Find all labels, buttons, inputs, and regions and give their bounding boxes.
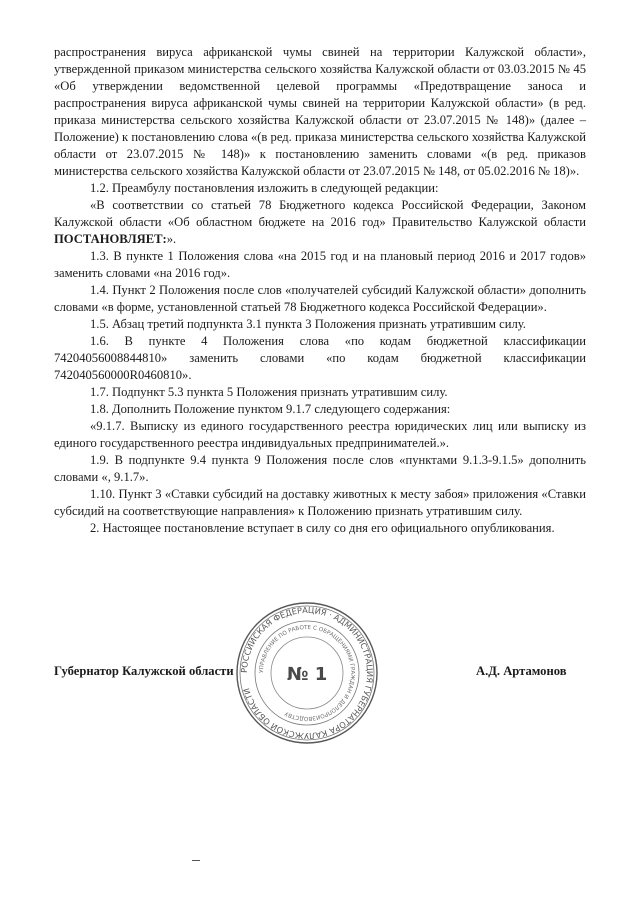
paragraph-1-4: 1.4. Пункт 2 Положения после слов «получателей субсидий Калужской области» дополнить словами «в форме, установленной статьей 78 Бюджетного кодекса Российской Федерации». xyxy=(54,283,586,314)
signature-position: Губернатор Калужской области xyxy=(54,664,234,678)
seal-inner-text: УПРАВЛЕНИЕ ПО РАБОТЕ С ОБРАЩЕНИЯМИ ГРАЖДАН И ДЕЛОПРОИЗВОДСТВУ xyxy=(258,624,356,722)
paragraph-9-1-7: «9.1.7. Выписку из единого государственного реестра юридических лиц или выписку из единого государственного реестра индивидуальных предпринимателей.». xyxy=(54,419,586,450)
document-body xyxy=(54,44,586,537)
paragraph-continuation: распространения вируса африканской чумы свиней на территории Калужской области», утвержденной приказом министерства сельского хозяйства Калужской области от 03.03.2015 № 45 «Об утверждении ведомственной целевой программы «Предотвращение заноса и распространения вируса африканской чумы свиней на территории Калужской области» (в ред. приказа министерства сельского хозяйства Калужской области от 23.07.2015 № 148)» (далее – Положение) к постановлению слова «(в ред. приказа министерства сельского хозяйства Калужской области от 23.07.2015 № 148)» к постановлению заменить словами «(в ред. приказов министерства сельского хозяйства Калужской области от 23.07.2015 № 148, от 05.02.2016 № 18)». xyxy=(54,45,586,178)
preamble-text: «В соответствии со статьей 78 Бюджетного кодекса Российской Федерации, Законом Калужской области «Об областном бюджете на 2016 год» Правительство Калужской области xyxy=(54,198,586,229)
paragraph-1-10: 1.10. Пункт 3 «Ставки субсидий на доставку животных к месту забоя» приложения «Ставки субсидий на соответствующие направления» к Положению признать утратившим силу. xyxy=(54,487,586,518)
official-seal-stamp xyxy=(232,598,382,748)
paragraph-1-3: 1.3. В пункте 1 Положения слова «на 2015 год и на плановый период 2016 и 2017 годов» заменить словами «на 2016 год». xyxy=(54,249,586,280)
paragraph-1-9: 1.9. В подпункте 9.4 пункта 9 Положения после слов «пунктами 9.1.3-9.1.5» дополнить словами «, 9.1.7». xyxy=(54,453,586,484)
paragraph-1-6: 1.6. В пункте 4 Положения слова «по кодам бюджетной классификации 74204056008844810» заменить словами «по кодам бюджетной классификации 742040560000R0460810». xyxy=(54,334,586,382)
paragraph-1-7: 1.7. Подпункт 5.3 пункта 5 Положения признать утратившим силу. xyxy=(90,385,448,399)
paragraph-preamble xyxy=(54,197,586,248)
preamble-bold: ПОСТАНОВЛЯЕТ: xyxy=(54,232,167,246)
paragraph-1-2: 1.2. Преамбулу постановления изложить в следующей редакции: xyxy=(90,181,439,195)
scan-mark xyxy=(192,860,200,861)
paragraph-2: 2. Настоящее постановление вступает в силу со дня его официального опубликования. xyxy=(90,521,555,535)
paragraph-1-5: 1.5. Абзац третий подпункта 3.1 пункта 3 Положения признать утратившим силу. xyxy=(90,317,526,331)
signature-name: А.Д. Артамонов xyxy=(476,664,567,678)
preamble-tail: ». xyxy=(166,232,177,246)
seal-number: № 1 xyxy=(286,664,328,685)
paragraph-1-8: 1.8. Дополнить Положение пунктом 9.1.7 следующего содержания: xyxy=(90,402,451,416)
seal-outer-text: РОССИЙСКАЯ ФЕДЕРАЦИЯ · АДМИНИСТРАЦИЯ ГУБЕРНАТОРА КАЛУЖСКОЙ ОБЛАСТИ xyxy=(238,604,376,742)
